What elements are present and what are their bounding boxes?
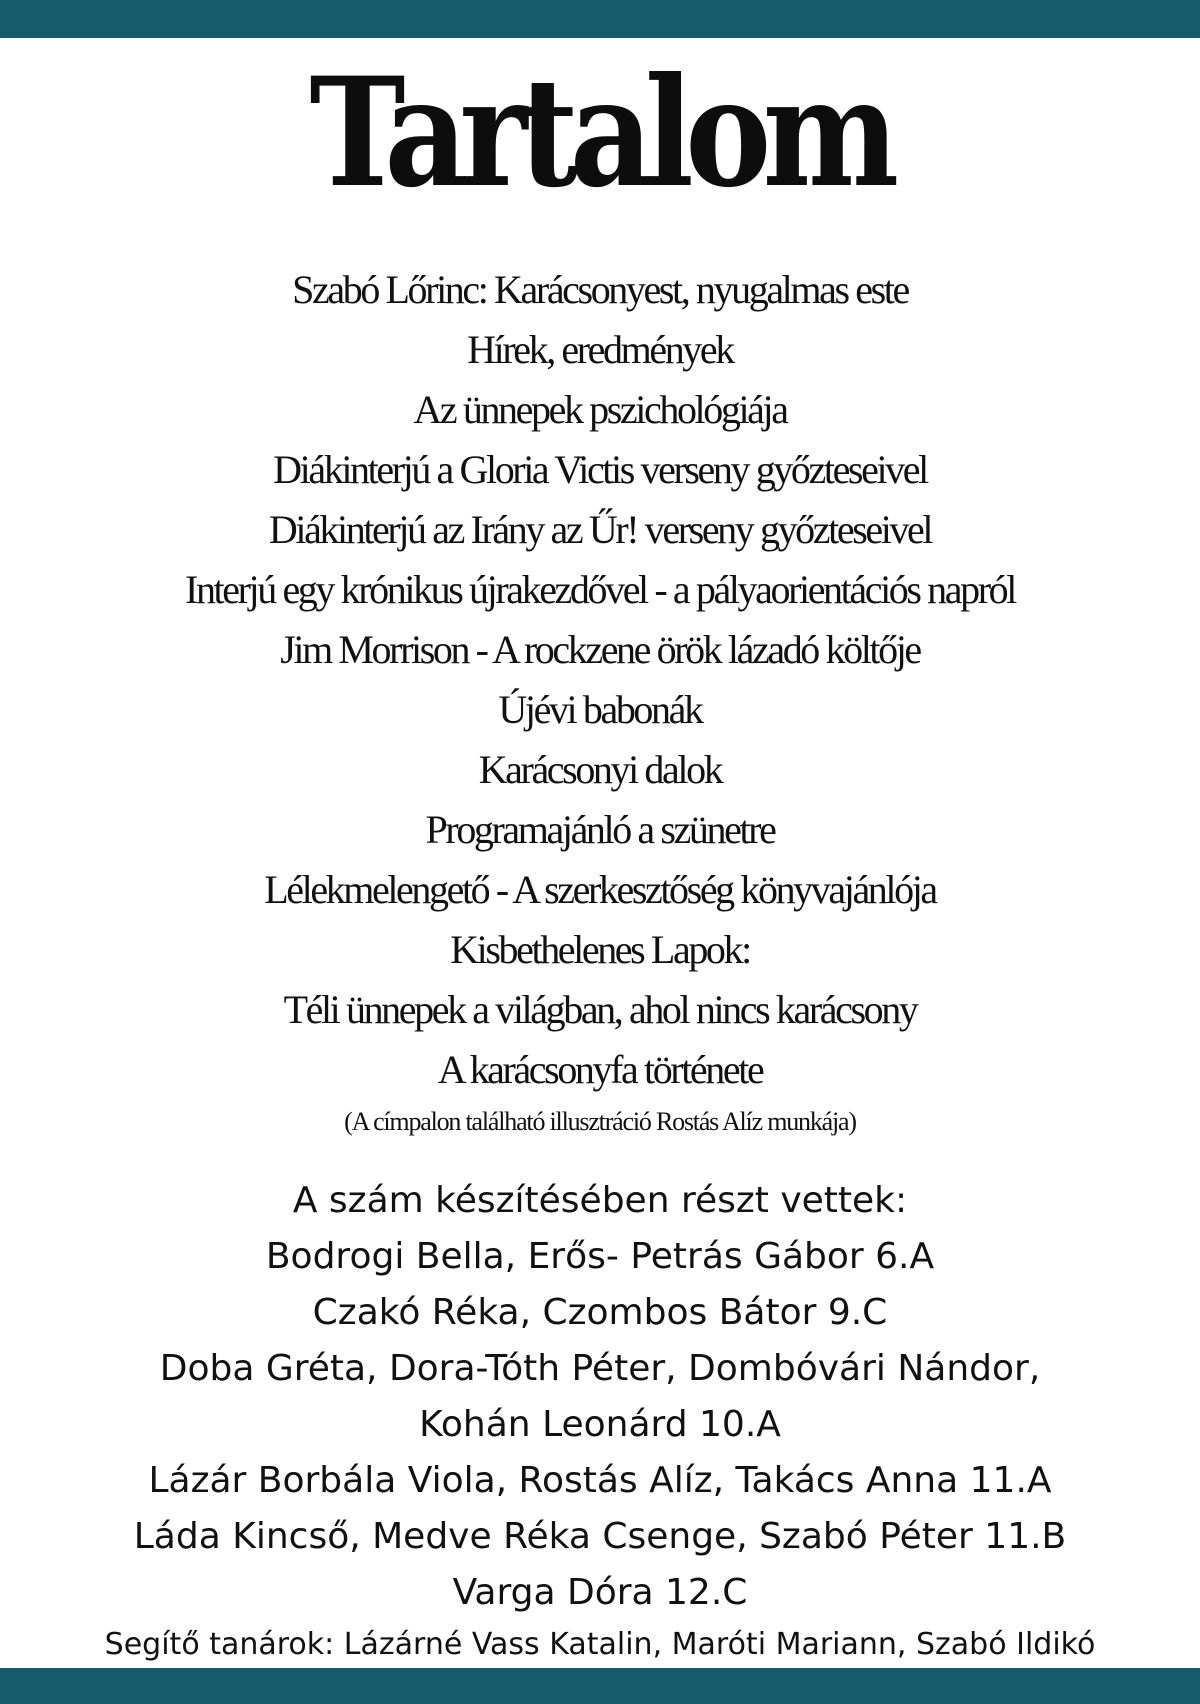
toc-item: Kisbethelenes Lapok: xyxy=(450,927,750,972)
toc-item: Az ünnepek pszichológiája xyxy=(413,387,787,432)
credits-line: Lázár Borbála Viola, Rostás Alíz, Takács Anna 11.A xyxy=(148,1460,1052,1501)
helper-teachers: Segítő tanárok: Lázárné Vass Katalin, Maróti Mariann, Szabó Ildikó xyxy=(104,1627,1096,1662)
toc-item: Újévi babonák xyxy=(498,687,702,732)
toc-item: Hírek, eredmények xyxy=(467,327,733,372)
toc-item: Diákinterjú az Irány az Űr! verseny győzteseivel xyxy=(268,507,932,552)
toc-item: Jim Morrison - A rockzene örök lázadó költője xyxy=(280,627,920,672)
page-title: Tartalom xyxy=(309,45,891,221)
toc-item: Lélekmelengető - A szerkesztőség könyvajánlója xyxy=(264,867,936,912)
credits-line: Czakó Réka, Czombos Bátor 9.C xyxy=(312,1292,888,1333)
toc-item: Karácsonyi dalok xyxy=(478,747,722,792)
credits-line: Bodrogi Bella, Erős- Petrás Gábor 6.A xyxy=(265,1236,935,1277)
bottom-accent-bar xyxy=(0,1668,1200,1704)
toc-item: Szabó Lőrinc: Karácsonyest, nyugalmas este xyxy=(292,267,908,312)
toc-item: Diákinterjú a Gloria Victis verseny győzteseivel xyxy=(273,447,927,492)
table-of-contents xyxy=(0,260,1200,1144)
toc-item: Programajánló a szünetre xyxy=(425,807,775,852)
toc-item: Téli ünnepek a világban, ahol nincs karácsony xyxy=(283,987,917,1032)
credits-heading: A szám készítésében részt vettek: xyxy=(292,1180,908,1221)
credits-line: Kohán Leonárd 10.A xyxy=(419,1404,781,1445)
credits-line: Varga Dóra 12.C xyxy=(452,1572,748,1613)
top-accent-bar xyxy=(0,0,1200,38)
credits-line: Láda Kincső, Medve Réka Csenge, Szabó Péter 11.B xyxy=(133,1516,1067,1557)
toc-item: A karácsonyfa története xyxy=(437,1047,763,1092)
illustration-note: (A címpalon található illusztráció Rostás Alíz munkája) xyxy=(344,1107,856,1136)
credits-line: Doba Gréta, Dora-Tóth Péter, Dombóvári Nándor, xyxy=(159,1348,1041,1389)
toc-item: Interjú egy krónikus újrakezdővel - a pályaorientációs napról xyxy=(185,567,1015,612)
credits-section xyxy=(0,1173,1200,1669)
